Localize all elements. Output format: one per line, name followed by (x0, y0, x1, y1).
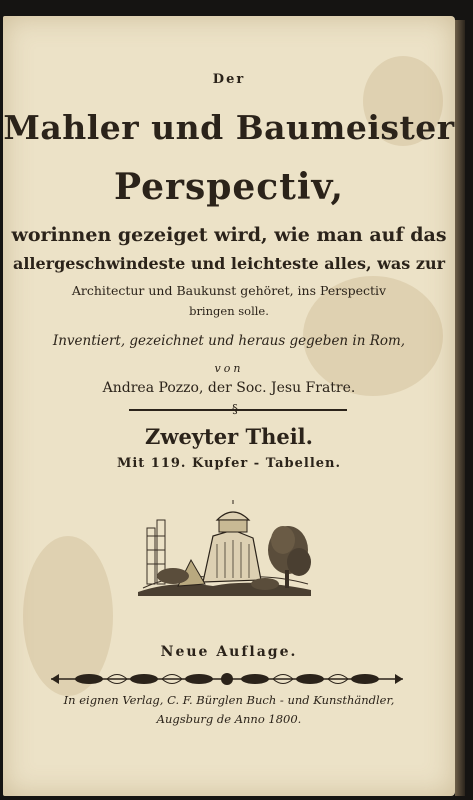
publisher-line-2: Augsburg de Anno 1800. (156, 712, 302, 726)
title-page (3, 16, 455, 796)
invented-line: Inventiert, gezeichnet und heraus gegeben in Rom, (52, 333, 406, 349)
landscape-vignette-image (133, 500, 316, 600)
subtitle-line-3: Architectur und Baukunst gehöret, ins Perspectiv (71, 283, 387, 298)
main-title-line-2: Perspectiv, (113, 166, 345, 208)
part-title: Zweyter Theil. (145, 424, 313, 449)
subtitle-line-1: worinnen gezeiget wird, wie man auf das (11, 224, 447, 246)
book-spine-edge (455, 20, 465, 796)
subtitle-line-2: allergeschwindeste und leichteste alles, was zur (12, 254, 446, 273)
by-line: von (214, 362, 244, 375)
main-title: Mahler und Baumeister (3, 108, 455, 147)
publisher-line-1: In eignen Verlag, C. F. Bürglen Buch - und Kunsthändler, (63, 693, 395, 707)
edition-line: Neue Auflage. (160, 644, 298, 660)
plates-line: Mit 119. Kupfer - Tabellen. (116, 456, 342, 471)
subtitle-line-4: bringen solle. (189, 304, 269, 318)
divider-rule (129, 409, 347, 411)
title-article: Der (212, 72, 246, 87)
divider-ornament-icon: § (232, 402, 238, 416)
floral-ornament-band (49, 668, 405, 690)
author-line: Andrea Pozzo, der Soc. Jesu Fratre. (102, 380, 356, 396)
